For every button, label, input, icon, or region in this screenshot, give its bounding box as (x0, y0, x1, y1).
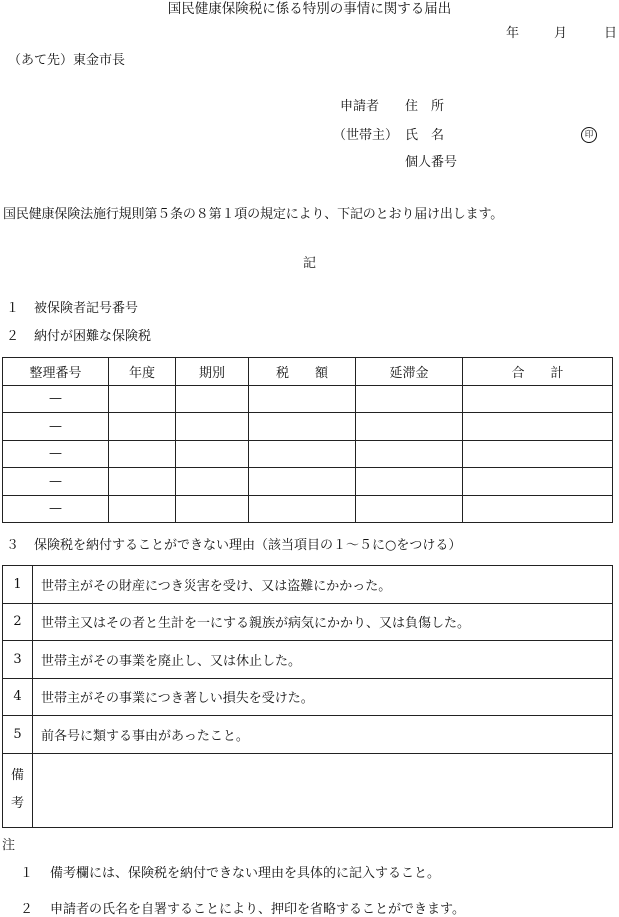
household-head-label: （世帯主） (333, 128, 399, 143)
section-reason (6, 539, 461, 552)
seal-mark: 印 (581, 127, 597, 143)
table-cell[interactable] (463, 468, 613, 496)
reason-row[interactable] (3, 678, 613, 716)
reason-text: 世帯主がその事業につき著しい損失を受けた。 (33, 678, 613, 716)
note-text: 申請者の氏名を自署することにより、押印を省略することができます。 (50, 902, 465, 917)
table-cell[interactable]: — (3, 440, 109, 468)
table-row (3, 495, 613, 523)
table-row (3, 413, 613, 441)
reason-row[interactable] (3, 641, 613, 679)
reason-text: 世帯主又はその者と生計を一にする親族が病気にかかり、又は負傷した。 (33, 603, 613, 641)
addressee: （あて先）東金市長 (8, 53, 126, 68)
table-cell[interactable] (109, 468, 176, 496)
table-header-row (3, 358, 613, 386)
section-number: ３ (6, 538, 20, 553)
reason-text: 前各号に類する事由があったこと。 (33, 716, 613, 754)
date-day-label: 日 (604, 26, 618, 41)
ki-heading: 記 (302, 256, 316, 271)
remarks-row (3, 753, 613, 827)
reason-row[interactable] (3, 716, 613, 754)
header-cell: 延滞金 (356, 358, 463, 386)
reason-number[interactable]: 4 (3, 678, 33, 716)
date-month-label: 月 (554, 26, 568, 41)
personal-number-label: 個人番号 (405, 155, 458, 170)
table-row (3, 468, 613, 496)
form-title: 国民健康保険税に係る特別の事情に関する届出 (167, 1, 452, 17)
section-label: 被保険者記号番号 (34, 301, 139, 316)
table-cell[interactable] (249, 468, 356, 496)
reason-text: 世帯主がその事業を廃止し、又は休止した。 (33, 641, 613, 679)
reason-number[interactable]: 1 (3, 566, 33, 604)
note-text: 備考欄には、保険税を納付できない理由を具体的に記入すること。 (50, 866, 441, 881)
table-row (3, 440, 613, 468)
reason-text: 世帯主がその財産につき災害を受け、又は盗難にかかった。 (33, 566, 613, 604)
table-cell[interactable] (356, 385, 463, 413)
header-cell: 整理番号 (3, 358, 109, 386)
reason-number[interactable]: 5 (3, 716, 33, 754)
table-cell[interactable] (356, 468, 463, 496)
table-cell[interactable] (176, 440, 249, 468)
section-insured-number (6, 302, 138, 315)
remarks-label (3, 753, 33, 827)
notes-label: 注 (2, 838, 16, 853)
section-number: １ (6, 301, 20, 316)
remarks-label-char: 考 (10, 796, 24, 811)
table-cell[interactable] (109, 440, 176, 468)
table-cell[interactable] (463, 440, 613, 468)
applicant-label: 申請者 (340, 99, 380, 114)
section-label: 納付が困難な保険税 (34, 329, 152, 344)
reason-row[interactable] (3, 603, 613, 641)
header-cell: 期別 (176, 358, 249, 386)
table-cell[interactable] (249, 413, 356, 441)
table-cell[interactable] (109, 385, 176, 413)
header-cell: 年度 (109, 358, 176, 386)
remarks-label-char: 備 (10, 768, 24, 783)
remarks-field[interactable] (33, 753, 613, 827)
section-label: 保険税を納付することができない理由（該当項目の１～５に○をつける） (34, 538, 462, 553)
table-row (3, 385, 613, 413)
table-cell[interactable] (176, 413, 249, 441)
table-cell[interactable] (109, 413, 176, 441)
table-cell[interactable]: — (3, 413, 109, 441)
table-cell[interactable] (109, 495, 176, 523)
intro-text: 国民健康保険法施行規則第５条の８第１項の規定により、下記のとおり届け出します。 (3, 207, 504, 222)
table-cell[interactable] (356, 413, 463, 441)
note-item (20, 867, 440, 880)
section-difficult-tax (6, 330, 151, 343)
table-cell[interactable] (463, 413, 613, 441)
note-number: ２ (20, 902, 34, 917)
table-cell[interactable] (176, 468, 249, 496)
table-cell[interactable]: — (3, 468, 109, 496)
date-year-label: 年 (506, 26, 520, 41)
reason-number[interactable]: 3 (3, 641, 33, 679)
reason-table (2, 565, 613, 828)
section-number: ２ (6, 329, 20, 344)
note-number: １ (20, 866, 34, 881)
reason-number[interactable]: 2 (3, 603, 33, 641)
table-cell[interactable] (249, 440, 356, 468)
note-item (20, 903, 465, 916)
table-cell[interactable] (356, 495, 463, 523)
table-cell[interactable]: — (3, 495, 109, 523)
table-cell[interactable] (249, 495, 356, 523)
tax-table (2, 357, 613, 523)
table-cell[interactable] (463, 495, 613, 523)
table-cell[interactable] (463, 385, 613, 413)
name-label: 氏 名 (405, 128, 445, 143)
table-cell[interactable]: — (3, 385, 109, 413)
header-cell: 合 計 (463, 358, 613, 386)
table-cell[interactable] (249, 385, 356, 413)
address-label: 住 所 (405, 99, 445, 114)
table-cell[interactable] (356, 440, 463, 468)
table-cell[interactable] (176, 495, 249, 523)
reason-row[interactable] (3, 566, 613, 604)
header-cell: 税 額 (249, 358, 356, 386)
table-cell[interactable] (176, 385, 249, 413)
